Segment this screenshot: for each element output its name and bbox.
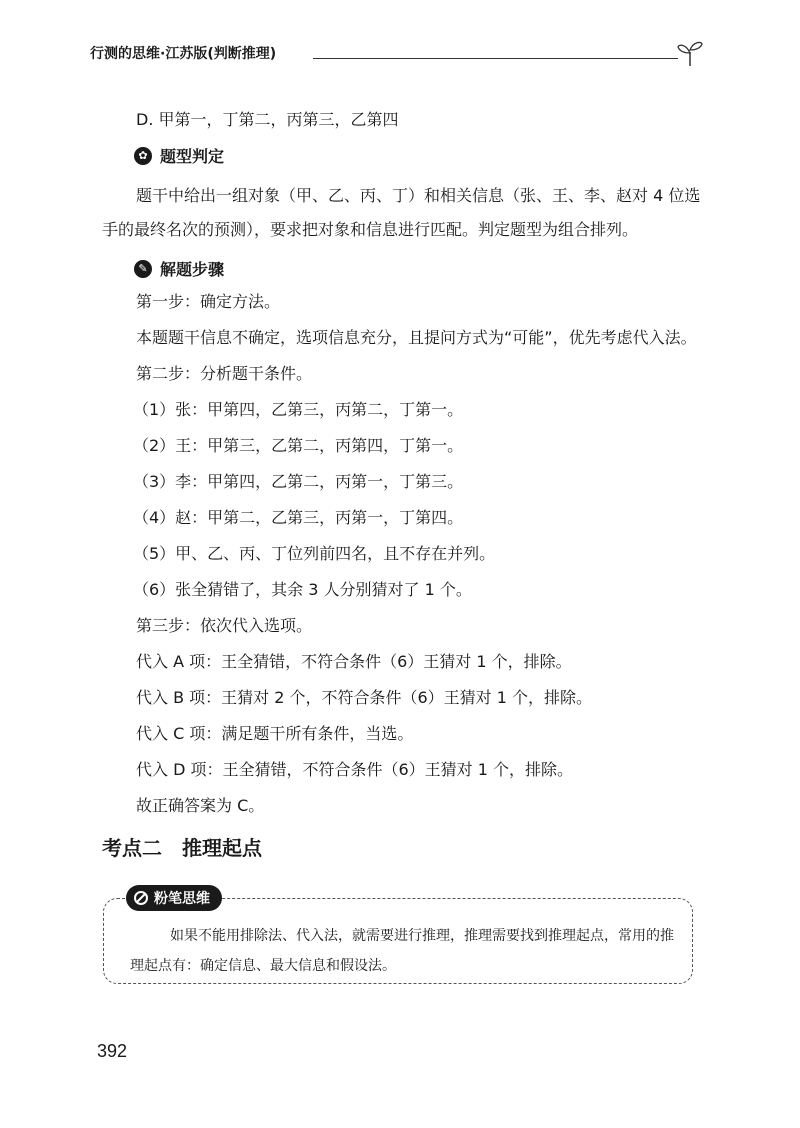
sprout-icon <box>676 38 704 68</box>
callout-box <box>103 891 693 984</box>
condition-item: （1）张：甲第四，乙第三，丙第二，丁第一。 <box>133 400 464 419</box>
callout-tag <box>126 885 222 911</box>
substitution-item: 代入 B 项：王猜对 2 个，不符合条件（6）王猜对 1 个，排除。 <box>136 688 593 707</box>
condition-item: （6）张全猜错了，其余 3 人分别猜对了 1 个。 <box>133 580 472 599</box>
main-content <box>102 110 702 832</box>
condition-item: （4）赵：甲第二，乙第三，丙第一，丁第四。 <box>133 508 464 527</box>
answer-option-d: D. 甲第一，丁第二，丙第三，乙第四 <box>136 110 399 129</box>
substitution-item: 代入 C 项：满足题干所有条件，当选。 <box>136 724 414 743</box>
pencil-icon: ✎ <box>134 260 152 278</box>
section-type-heading <box>134 144 702 167</box>
step-line: 本题题干信息不确定，选项信息充分，且提问方式为“可能”，优先考虑代入法。 <box>136 328 697 347</box>
section-type-paragraph: 题干中给出一组对象（甲、乙、丙、丁）和相关信息（张、王、李、赵对 4 位选手的最终名次的预测），要求把对象和信息进行匹配。判定题型为组合排列。 <box>102 186 701 239</box>
conclusion-line: 故正确答案为 C。 <box>136 796 265 815</box>
condition-item: （5）甲、乙、丙、丁位列前四名，且不存在并列。 <box>133 544 496 563</box>
step-line: 第一步：确定方法。 <box>136 292 281 311</box>
section-steps-label: 解题步骤 <box>160 260 225 279</box>
substitution-item: 代入 D 项：王全猜错，不符合条件（6）王猜对 1 个，排除。 <box>136 760 574 779</box>
page-number: 392 <box>97 1041 128 1061</box>
section-steps-heading <box>134 257 702 280</box>
running-header <box>90 34 708 74</box>
chapter-number: 考点二 <box>102 836 162 860</box>
chalk-icon <box>134 891 148 905</box>
header-rule <box>313 58 678 59</box>
header-title: 行测的思维·江苏版(判断推理) <box>90 46 277 62</box>
callout-text: 如果不能用排除法、代入法，就需要进行推理，推理需要找到推理起点，常用的推理起点有：确定信息、最大信息和假设法。 <box>130 928 674 974</box>
step-line: 第三步：依次代入选项。 <box>136 616 313 635</box>
chapter-title: 推理起点 <box>182 836 262 860</box>
gear-icon: ✿ <box>134 147 152 165</box>
chapter-heading <box>102 832 262 861</box>
condition-item: （2）王：甲第三，乙第二，丙第四，丁第一。 <box>133 436 464 455</box>
callout-tag-label: 粉笔思维 <box>154 891 210 907</box>
section-type-label: 题型判定 <box>160 147 225 166</box>
condition-item: （3）李：甲第四，乙第二，丙第一，丁第三。 <box>133 472 464 491</box>
substitution-item: 代入 A 项：王全猜错，不符合条件（6）王猜对 1 个，排除。 <box>136 652 572 671</box>
step-line: 第二步：分析题干条件。 <box>136 364 313 383</box>
